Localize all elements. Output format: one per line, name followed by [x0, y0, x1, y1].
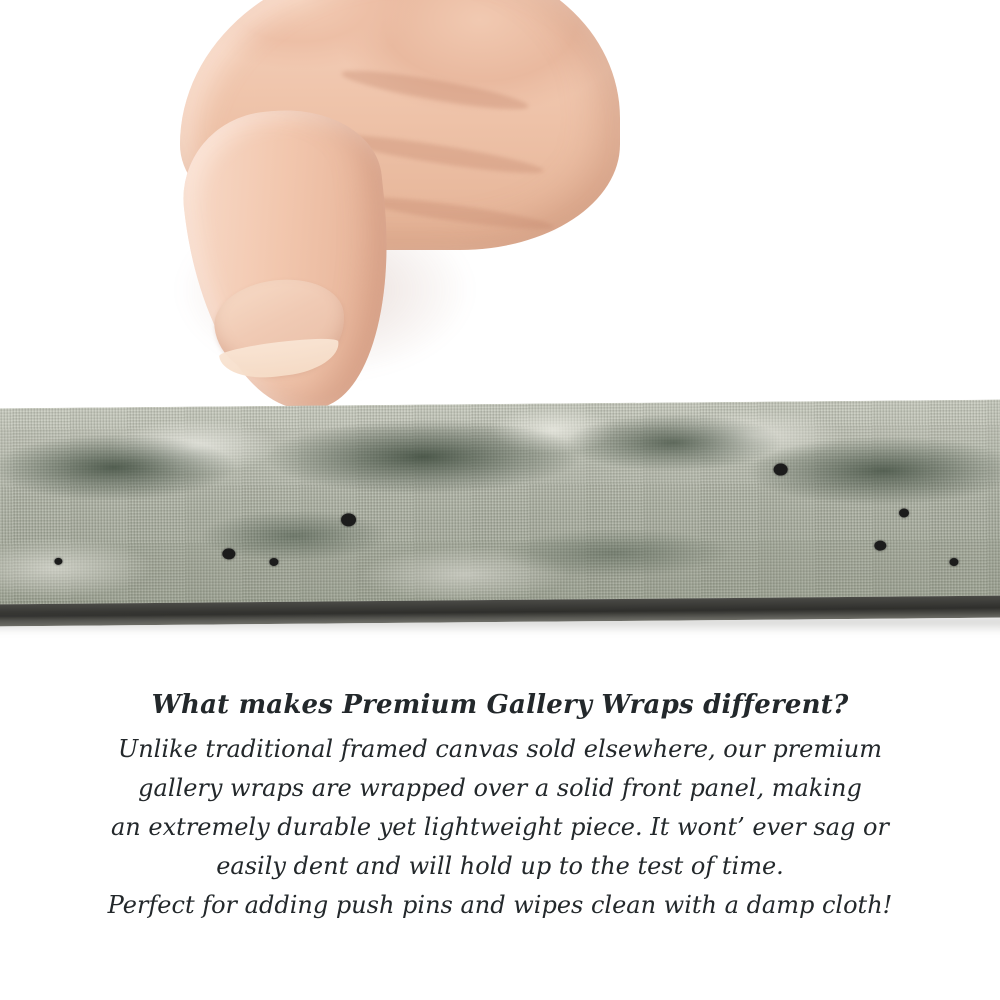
canvas-dark-speck: [949, 558, 958, 566]
hand-pressing-canvas: [120, 0, 640, 430]
canvas-dark-speck: [774, 463, 788, 475]
caption-line-3: an extremely durable yet lightweight piece. It wont’ ever sag or: [111, 813, 889, 841]
canvas-dark-speck: [222, 548, 235, 559]
caption-block: [0, 690, 1000, 925]
caption-line-1: Unlike traditional framed canvas sold elsewhere, our premium: [117, 735, 882, 763]
canvas-dark-speck: [269, 558, 278, 566]
canvas-dark-speck: [341, 513, 356, 526]
canvas-printed-surface: [0, 400, 1000, 605]
gallery-wrap-canvas-edge: [0, 400, 1000, 627]
caption-line-5: Perfect for adding push pins and wipes clean with a damp cloth!: [107, 891, 893, 919]
knuckle-crease: [340, 64, 531, 117]
caption-line-2: gallery wraps are wrapped over a solid front panel, making: [138, 774, 862, 802]
caption-line-4: easily dent and will hold up to the test of time.: [216, 852, 784, 880]
canvas-dark-speck: [54, 558, 62, 565]
canvas-dark-speck: [899, 508, 909, 517]
caption-headline: What makes Premium Gallery Wraps different?: [151, 690, 849, 720]
canvas-dark-speck: [874, 541, 886, 551]
canvas-drop-shadow: [0, 618, 1000, 634]
